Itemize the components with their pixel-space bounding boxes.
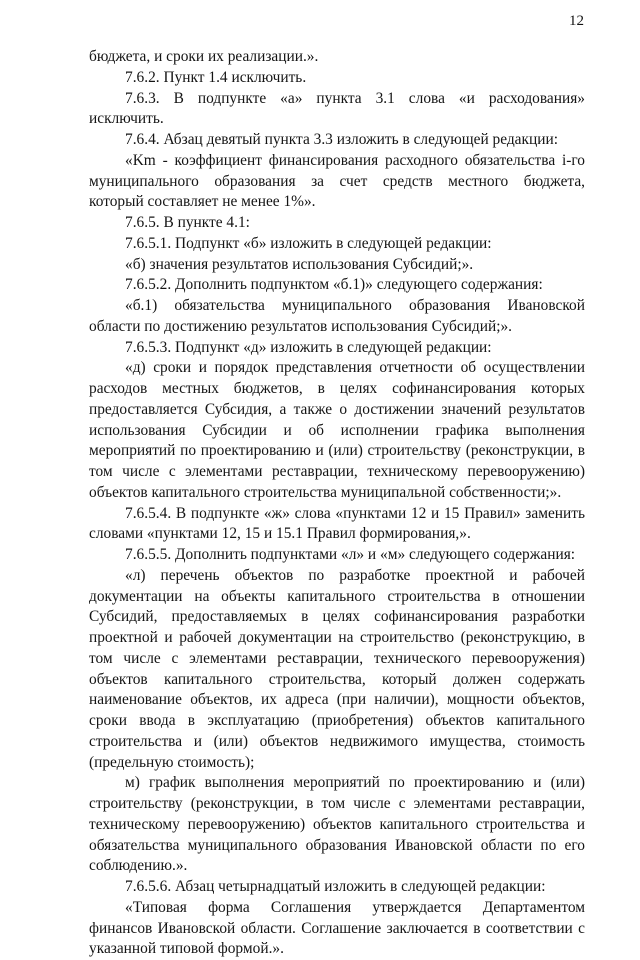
text-line: техническому перевооружению) объектов капитального строительства и <box>89 815 585 833</box>
text-line: объектов капитального строительства, который должен содержать <box>89 670 585 688</box>
text-line: «л) перечень объектов по разработке проектной и рабочей <box>125 566 585 584</box>
text-line: 7.6.5. В пункте 4.1: <box>125 214 250 231</box>
text-line: финансов Ивановской области. Соглашение заключается в соответствии с <box>89 919 585 937</box>
text-line: строительству (реконструкции, в том числе с элементами реставрации, <box>89 795 585 812</box>
text-line: который составляет не менее 1%». <box>89 193 316 211</box>
text-line: проектной и рабочей документации на строительство (реконструкцию, в <box>89 629 585 646</box>
text-line: «Типовая форма Соглашения утверждается Департаментом <box>125 898 585 916</box>
text-line: 7.6.5.6. Абзац четырнадцатый изложить в следующей редакции: <box>125 878 546 895</box>
text-line: бюджета, и сроки их реализации.». <box>89 48 319 65</box>
text-line: предоставляется Субсидия, а также о достижении значений результатов <box>89 400 585 418</box>
text-line: соблюдению.». <box>89 857 188 875</box>
text-line: (предельную стоимость); <box>89 753 255 771</box>
text-line: объектов капитального строительства муниципальной собственности;». <box>89 483 562 501</box>
text-line: использования Субсидии и об исполнении графика выполнения <box>89 421 585 439</box>
page-number: 12 <box>569 13 584 29</box>
text-line: 7.6.3. В подпункте «а» пункта 3.1 слова «и расходования» <box>125 89 585 107</box>
text-line: обязательства муниципального образования Ивановской области по его <box>89 836 585 854</box>
text-line: муниципального образования за счет средств местного бюджета, <box>89 172 585 190</box>
text-line: расходов местных бюджетов, в целях софинансирования которых <box>89 380 585 397</box>
text-line: Субсидий, предоставляемых в целях софинансирования разработки <box>89 608 585 626</box>
text-line: 7.6.4. Абзац девятый пункта 3.3 изложить в следующей редакции: <box>125 131 558 148</box>
text-line: 7.6.5.4. В подпункте «ж» слова «пунктами 12 и 15 Правил» заменить <box>125 504 585 522</box>
text-line: м) график выполнения мероприятий по проектированию и (или) <box>125 774 585 792</box>
text-line: указанной типовой формой.». <box>89 940 284 958</box>
text-line: строительства и (или) объектов недвижимого имущества, стоимость <box>89 732 585 750</box>
text-line: наименование объектов, их адреса (при наличии), мощности объектов, <box>89 691 585 709</box>
text-line: мероприятий по проектированию и (или) строительству (реконструкции, в <box>89 442 585 460</box>
text-line: «д) сроки и порядок представления отчетности об осуществлении <box>125 359 585 377</box>
text-line: том числе с элементами реставрации, технического перевооружения) <box>89 649 585 667</box>
text-line: 7.6.5.1. Подпункт «б» изложить в следующей редакции: <box>125 234 492 252</box>
text-line: 7.6.5.2. Дополнить подпунктом «б.1)» следующего содержания: <box>125 276 543 294</box>
text-line: том числе с элементами реставрации, техническому перевооружению) <box>89 463 585 480</box>
text-line: области по достижению результатов использования Субсидий;». <box>89 317 513 335</box>
document-body <box>89 47 585 960</box>
text-line: «б) значения результатов использования Субсидий;». <box>125 255 474 273</box>
text-line: 7.6.2. Пункт 1.4 исключить. <box>125 68 307 86</box>
text-line: документации на объекты капитального строительства в отношении <box>89 587 585 605</box>
text-line: исключить. <box>89 110 164 128</box>
text-line: сроки ввода в эксплуатацию (приобретения) объектов капитального <box>89 712 585 729</box>
text-line: 7.6.5.5. Дополнить подпунктами «л» и «м» следующего содержания: <box>125 546 576 563</box>
text-line: «б.1) обязательства муниципального образования Ивановской <box>125 297 585 314</box>
text-line: «Km - коэффициент финансирования расходного обязательства i-го <box>125 151 585 169</box>
text-line: 7.6.5.3. Подпункт «д» изложить в следующей редакции: <box>125 338 492 356</box>
text-line: словами «пунктами 12, 15 и 15.1 Правил формирования,». <box>89 525 471 543</box>
